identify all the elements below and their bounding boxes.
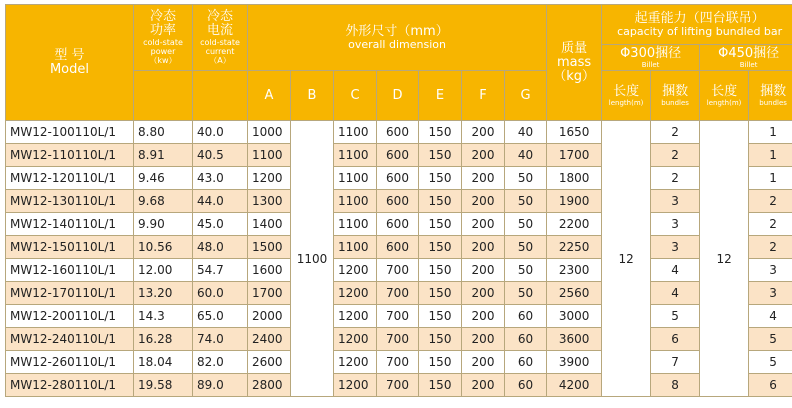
- header-col-e: E: [419, 71, 462, 121]
- header-power: [134, 5, 193, 71]
- header-col-a: A: [248, 71, 291, 121]
- header-current: [193, 5, 248, 71]
- cell-a: 1500: [248, 236, 291, 259]
- header-length-300: [602, 71, 651, 121]
- cell-e: 150: [419, 167, 462, 190]
- header-length300-en: length(m): [608, 98, 644, 107]
- cell-bundles-300: 4: [651, 259, 700, 282]
- table-row: [6, 351, 792, 374]
- cell-f: 200: [462, 328, 505, 351]
- cell-mass: 1900: [547, 190, 602, 213]
- cell-g: 50: [505, 282, 547, 305]
- cell-model: MW12-240110L/1: [6, 328, 134, 351]
- cell-e: 150: [419, 213, 462, 236]
- header-current-spacer: [193, 71, 248, 121]
- cell-c: 1200: [334, 351, 377, 374]
- table-row: [6, 328, 792, 351]
- cell-a: 2400: [248, 328, 291, 351]
- table-row: [6, 305, 792, 328]
- cell-power: 8.80: [134, 121, 193, 144]
- header-bundles300-en: bundles: [661, 98, 689, 107]
- header-capacity: [602, 5, 792, 45]
- cell-f: 200: [462, 351, 505, 374]
- header-billet300-cn: Φ300捆径: [620, 45, 682, 61]
- cell-e: 150: [419, 236, 462, 259]
- header-mass-unit: （kg）: [553, 68, 595, 84]
- header-billet-300: [602, 45, 700, 71]
- cell-power: 18.04: [134, 351, 193, 374]
- header-col-c: C: [334, 71, 377, 121]
- cell-bundles-300: 3: [651, 213, 700, 236]
- cell-bundles-450: 5: [749, 328, 792, 351]
- cell-g: 50: [505, 213, 547, 236]
- header-model: [6, 5, 134, 121]
- cell-bundles-450: 6: [749, 374, 792, 397]
- cell-g: 50: [505, 167, 547, 190]
- cell-g: 50: [505, 190, 547, 213]
- cell-model: MW12-100110L/1: [6, 121, 134, 144]
- header-capacity-en: capacity of lifting bundled bar: [617, 24, 783, 38]
- cell-current: 40.0: [193, 121, 248, 144]
- header-length300-cn: 长度: [613, 83, 640, 99]
- cell-c: 1200: [334, 305, 377, 328]
- cell-g: 50: [505, 259, 547, 282]
- cell-bundles-450: 1: [749, 121, 792, 144]
- cell-e: 150: [419, 374, 462, 397]
- cell-b: 1100: [291, 121, 334, 397]
- cell-bundles-300: 2: [651, 144, 700, 167]
- cell-a: 2600: [248, 351, 291, 374]
- cell-d: 700: [377, 259, 419, 282]
- cell-c: 1100: [334, 121, 377, 144]
- cell-d: 700: [377, 282, 419, 305]
- cell-g: 60: [505, 374, 547, 397]
- header-mass-cn: 质量: [561, 40, 588, 56]
- cell-c: 1200: [334, 282, 377, 305]
- cell-mass: 3900: [547, 351, 602, 374]
- cell-bundles-450: 1: [749, 144, 792, 167]
- cell-power: 9.68: [134, 190, 193, 213]
- cell-mass: 1650: [547, 121, 602, 144]
- cell-f: 200: [462, 144, 505, 167]
- cell-a: 1700: [248, 282, 291, 305]
- header-capacity-cn: 起重能力（四台联吊）: [634, 10, 765, 26]
- table-row: [6, 190, 792, 213]
- cell-bundles-450: 2: [749, 190, 792, 213]
- cell-g: 40: [505, 121, 547, 144]
- cell-f: 200: [462, 167, 505, 190]
- cell-mass: 2560: [547, 282, 602, 305]
- cell-model: MW12-280110L/1: [6, 374, 134, 397]
- cell-a: 2000: [248, 305, 291, 328]
- cell-a: 1400: [248, 213, 291, 236]
- header-model-cn: 型 号: [54, 47, 85, 63]
- cell-d: 700: [377, 374, 419, 397]
- cell-current: 60.0: [193, 282, 248, 305]
- cell-e: 150: [419, 144, 462, 167]
- header-col-f: F: [462, 71, 505, 121]
- header-dimensions: [248, 5, 547, 71]
- cell-d: 600: [377, 121, 419, 144]
- cell-e: 150: [419, 121, 462, 144]
- table-row: [6, 121, 792, 144]
- cell-model: MW12-120110L/1: [6, 167, 134, 190]
- cell-current: 65.0: [193, 305, 248, 328]
- cell-g: 60: [505, 305, 547, 328]
- cell-model: MW12-160110L/1: [6, 259, 134, 282]
- cell-c: 1100: [334, 190, 377, 213]
- cell-current: 40.5: [193, 144, 248, 167]
- header-bundles-450: [749, 71, 792, 121]
- cell-current: 43.0: [193, 167, 248, 190]
- cell-d: 700: [377, 328, 419, 351]
- cell-f: 200: [462, 305, 505, 328]
- header-col-b: B: [291, 71, 334, 121]
- cell-f: 200: [462, 282, 505, 305]
- cell-length-450: 12: [700, 121, 749, 397]
- table-header: [6, 5, 792, 121]
- cell-e: 150: [419, 328, 462, 351]
- cell-bundles-300: 3: [651, 236, 700, 259]
- cell-c: 1200: [334, 259, 377, 282]
- cell-a: 1100: [248, 144, 291, 167]
- cell-power: 12.00: [134, 259, 193, 282]
- header-model-en: Model: [49, 61, 90, 77]
- cell-f: 200: [462, 259, 505, 282]
- cell-mass: 2250: [547, 236, 602, 259]
- header-power-unit: （kw）: [149, 56, 177, 65]
- cell-d: 600: [377, 167, 419, 190]
- cell-mass: 3600: [547, 328, 602, 351]
- table-row: [6, 236, 792, 259]
- cell-model: MW12-150110L/1: [6, 236, 134, 259]
- table-row: [6, 167, 792, 190]
- cell-f: 200: [462, 190, 505, 213]
- cell-model: MW12-170110L/1: [6, 282, 134, 305]
- cell-mass: 1700: [547, 144, 602, 167]
- cell-mass: 2300: [547, 259, 602, 282]
- cell-d: 700: [377, 305, 419, 328]
- cell-e: 150: [419, 190, 462, 213]
- table-row: [6, 144, 792, 167]
- cell-bundles-450: 5: [749, 351, 792, 374]
- header-bundles-300: [651, 71, 700, 121]
- cell-f: 200: [462, 374, 505, 397]
- cell-a: 1600: [248, 259, 291, 282]
- cell-current: 74.0: [193, 328, 248, 351]
- cell-model: MW12-130110L/1: [6, 190, 134, 213]
- cell-d: 700: [377, 351, 419, 374]
- cell-mass: 4200: [547, 374, 602, 397]
- cell-e: 150: [419, 305, 462, 328]
- cell-bundles-300: 4: [651, 282, 700, 305]
- cell-g: 60: [505, 328, 547, 351]
- cell-f: 200: [462, 213, 505, 236]
- cell-d: 600: [377, 190, 419, 213]
- cell-a: 1000: [248, 121, 291, 144]
- cell-a: 2800: [248, 374, 291, 397]
- cell-bundles-300: 6: [651, 328, 700, 351]
- header-bundles450-en: bundles: [759, 98, 787, 107]
- cell-current: 44.0: [193, 190, 248, 213]
- cell-bundles-300: 2: [651, 121, 700, 144]
- cell-current: 54.7: [193, 259, 248, 282]
- header-power-en: cold-state power: [143, 38, 183, 56]
- header-billet450-en: Billet: [739, 60, 758, 69]
- header-col-g: G: [505, 71, 547, 121]
- cell-power: 9.90: [134, 213, 193, 236]
- header-current-unit: （A）: [209, 56, 231, 65]
- cell-mass: 2200: [547, 213, 602, 236]
- cell-power: 8.91: [134, 144, 193, 167]
- table-row: [6, 213, 792, 236]
- cell-mass: 1800: [547, 167, 602, 190]
- cell-g: 50: [505, 236, 547, 259]
- table-row: [6, 259, 792, 282]
- cell-bundles-450: 4: [749, 305, 792, 328]
- header-current-cn: 冷态电流: [206, 9, 233, 38]
- cell-f: 200: [462, 121, 505, 144]
- cell-a: 1200: [248, 167, 291, 190]
- cell-bundles-300: 3: [651, 190, 700, 213]
- cell-e: 150: [419, 351, 462, 374]
- cell-mass: 3000: [547, 305, 602, 328]
- cell-model: MW12-260110L/1: [6, 351, 134, 374]
- cell-d: 600: [377, 213, 419, 236]
- header-bundles300-cn: 捆数: [662, 83, 689, 99]
- cell-c: 1100: [334, 213, 377, 236]
- header-mass-en: mass: [557, 54, 592, 70]
- cell-f: 200: [462, 236, 505, 259]
- table-row: [6, 282, 792, 305]
- cell-current: 45.0: [193, 213, 248, 236]
- header-length450-cn: 长度: [711, 83, 738, 99]
- header-dims-cn: 外形尺寸（mm）: [345, 23, 449, 39]
- cell-power: 19.58: [134, 374, 193, 397]
- header-billet300-en: Billet: [641, 60, 660, 69]
- cell-c: 1100: [334, 144, 377, 167]
- cell-bundles-450: 2: [749, 213, 792, 236]
- cell-d: 600: [377, 236, 419, 259]
- cell-bundles-300: 5: [651, 305, 700, 328]
- cell-e: 150: [419, 282, 462, 305]
- header-billet450-cn: Φ450捆径: [718, 45, 780, 61]
- cell-g: 40: [505, 144, 547, 167]
- cell-bundles-450: 1: [749, 167, 792, 190]
- header-bundles450-cn: 捆数: [760, 83, 787, 99]
- cell-bundles-450: 2: [749, 236, 792, 259]
- cell-c: 1100: [334, 167, 377, 190]
- cell-d: 600: [377, 144, 419, 167]
- header-length450-en: length(m): [706, 98, 742, 107]
- cell-c: 1200: [334, 328, 377, 351]
- cell-bundles-450: 3: [749, 259, 792, 282]
- cell-bundles-300: 2: [651, 167, 700, 190]
- table-row: [6, 374, 792, 397]
- cell-model: MW12-140110L/1: [6, 213, 134, 236]
- cell-power: 14.3: [134, 305, 193, 328]
- header-dims-en: overall dimension: [348, 37, 446, 51]
- cell-power: 9.46: [134, 167, 193, 190]
- cell-power: 16.28: [134, 328, 193, 351]
- cell-bundles-450: 3: [749, 282, 792, 305]
- cell-power: 10.56: [134, 236, 193, 259]
- cell-c: 1100: [334, 236, 377, 259]
- header-mass: [547, 5, 602, 121]
- table-body: [6, 121, 792, 397]
- cell-g: 60: [505, 351, 547, 374]
- spec-table: [5, 4, 792, 397]
- cell-a: 1300: [248, 190, 291, 213]
- cell-current: 82.0: [193, 351, 248, 374]
- cell-model: MW12-110110L/1: [6, 144, 134, 167]
- cell-bundles-300: 8: [651, 374, 700, 397]
- header-billet-450: [700, 45, 792, 71]
- header-col-d: D: [377, 71, 419, 121]
- cell-power: 13.20: [134, 282, 193, 305]
- header-length-450: [700, 71, 749, 121]
- header-power-spacer: [134, 71, 193, 121]
- header-power-cn: 冷态功率: [149, 9, 176, 38]
- cell-current: 48.0: [193, 236, 248, 259]
- cell-c: 1200: [334, 374, 377, 397]
- header-current-en: cold-state current: [200, 38, 240, 56]
- cell-e: 150: [419, 259, 462, 282]
- cell-bundles-300: 7: [651, 351, 700, 374]
- cell-length-300: 12: [602, 121, 651, 397]
- cell-model: MW12-200110L/1: [6, 305, 134, 328]
- cell-current: 89.0: [193, 374, 248, 397]
